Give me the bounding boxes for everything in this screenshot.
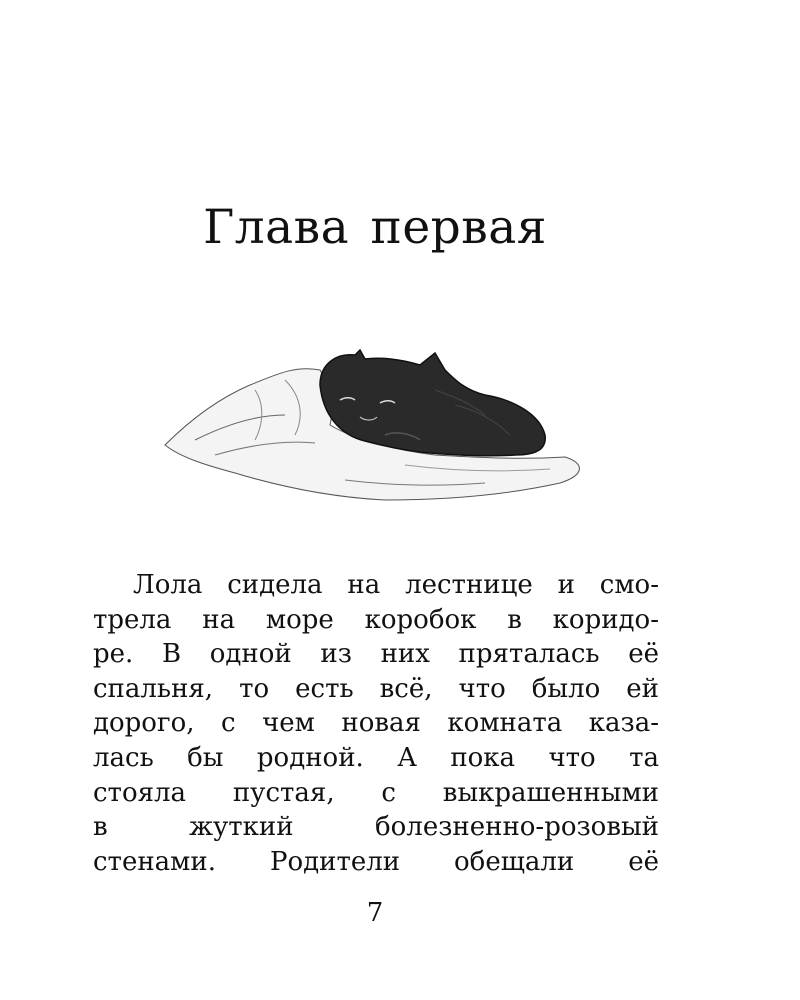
text-line: лась бы родной. А пока что та (93, 742, 659, 773)
text-line: ре. В одной из них пряталась её (93, 639, 659, 670)
text-line: дорого, с чем новая комната каза- (93, 708, 659, 739)
text-line: стояла пустая, с выкрашенными (93, 777, 659, 808)
text-line: Лола сидела на лестнице и смо- (133, 570, 659, 600)
text-line: спальня, то есть всё, что было ей (93, 673, 659, 704)
page-number: 7 (366, 898, 384, 928)
sleeping-kitten-illustration (155, 345, 595, 510)
text-line: стенами. Родители обещали её (93, 846, 659, 877)
body-paragraph (93, 568, 659, 879)
text-line: в жуткий болезненно-розовый (93, 812, 659, 843)
text-line: трела на море коробок в коридо- (93, 604, 659, 635)
chapter-title: Глава первая (203, 200, 547, 255)
